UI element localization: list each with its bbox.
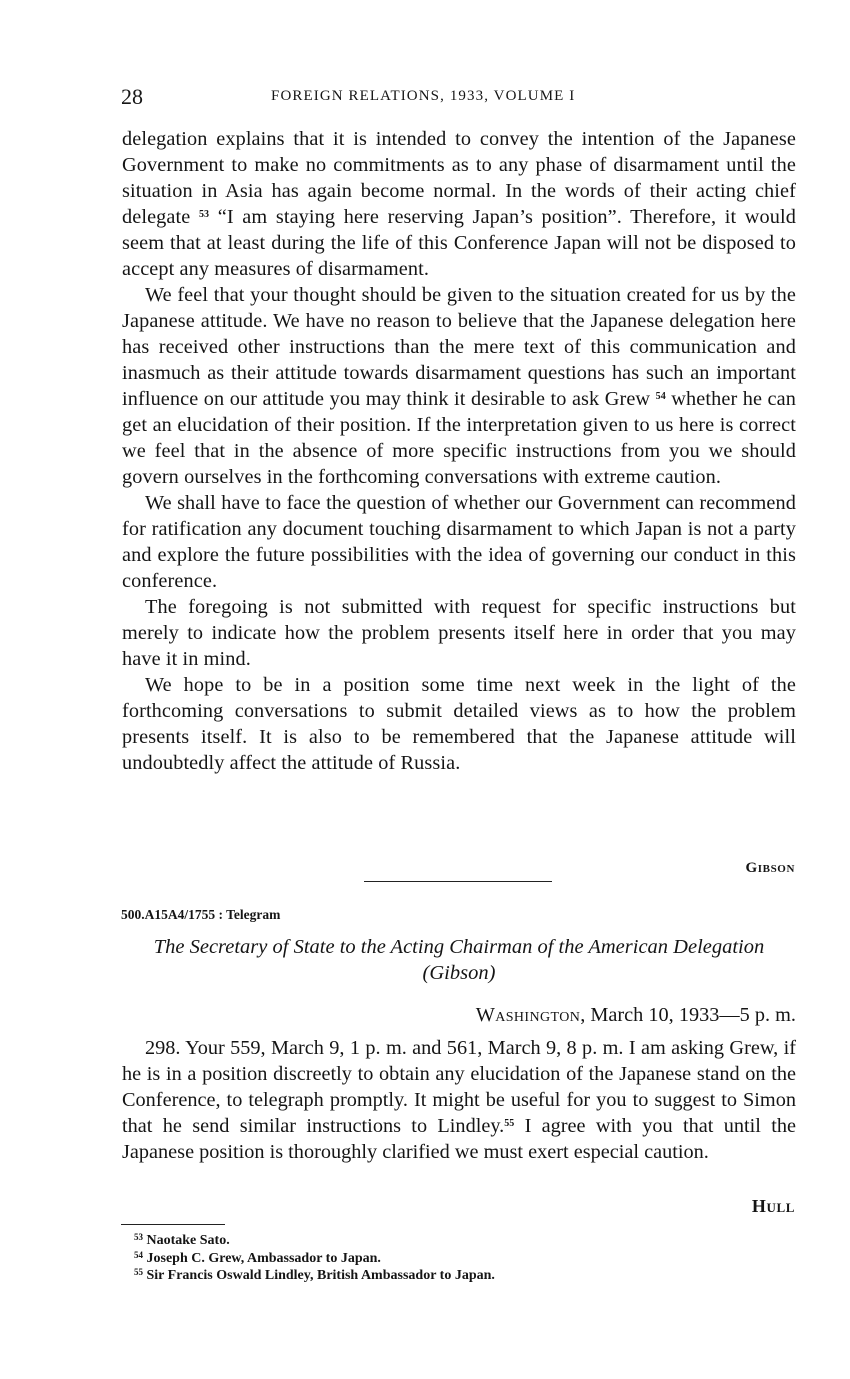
footnote-reference: 53 xyxy=(198,209,210,220)
footnote: $^{53}$ Naotake Sato. xyxy=(134,1232,230,1248)
signature-hull: Hull xyxy=(751,1196,795,1216)
paragraph: We feel that your thought should be given to the situation created for us by the Japanese attitude. We have no reason to believe that the Japanese delegation here has received other instructions than the mere text of this communication and inasmuch as their attitude towards disarmament questions has such an important influence on our attitude you may think it desirable to ask Grew $^{54}$ whether he can get an elucidation of their position. If the interpretation given to us here is correct we feel that in the absence of more specific instructions from you we should govern ourselves in the forthcoming conversations with extreme caution. xyxy=(122,284,796,488)
footnote: $^{55}$ Sir Francis Oswald Lindley, British Ambassador to Japan. xyxy=(134,1267,495,1283)
file-number: 500.A15A4/1755 : Telegram xyxy=(121,907,281,922)
paragraph: The foregoing is not submitted with request for specific instructions but merely to indicate how the problem presents itself here in order that you may have it in mind. xyxy=(122,596,796,670)
paragraph: delegation explains that it is intended to convey the intention of the Japanese Government to make no commitments as to any phase of disarmament until the situation in Asia has again become normal. In the words of their acting chief delegate $^{53}$ “I am staying here reserving Japan’s position”. Therefore, it would seem that at least during the life of this Conference Japan will not be disposed to accept any measures of disarmament. xyxy=(122,128,797,280)
dateline-date: , March 10, 1933—5 p. m. xyxy=(580,1004,796,1026)
document-heading: The Secretary of State to the Acting Chairman of the American Delegation (Gibson) xyxy=(153,936,765,984)
running-header xyxy=(121,84,796,114)
letter-body xyxy=(122,126,796,776)
page-number: 28 xyxy=(121,84,143,109)
paragraph: We hope to be in a position some time next week in the light of the forthcoming conversations to submit detailed views as to how the problem presents itself. It is also to be remembered that the Japanese attitude will undoubtedly affect the attitude of Russia. xyxy=(122,674,796,774)
footnote-reference: 54 xyxy=(655,391,666,402)
signature-gibson: Gibson xyxy=(745,860,795,876)
footnotes xyxy=(134,1232,794,1285)
footnote-reference: 55 xyxy=(504,1118,515,1129)
dateline xyxy=(476,1004,796,1027)
running-title: FOREIGN RELATIONS, 1933, VOLUME I xyxy=(271,88,576,104)
dateline-place: Washington xyxy=(475,1004,581,1026)
paragraph: We shall have to face the question of whether our Government can recommend for ratification any document touching disarmament to which Japan is not a party and explore the future possibilities with the idea of governing our conduct in this conference. xyxy=(122,492,796,592)
footnote: $^{54}$ Joseph C. Grew, Ambassador to Japan. xyxy=(134,1249,381,1266)
section-divider xyxy=(364,881,552,882)
paragraph: 298. Your 559, March 9, 1 p. m. and 561, March 9, 8 p. m. I am asking Grew, if he is in a position discreetly to obtain any elucidation of the Japanese stand on the Conference, to telegraph promptly. It might be useful for you to suggest to Simon that he send similar instructions to Lindley.$^{55}$ I agree with you that until the Japanese position is thoroughly clarified we must exert especial caution. xyxy=(122,1037,797,1163)
telegram-body xyxy=(122,1035,796,1165)
footnote-divider xyxy=(121,1224,225,1225)
